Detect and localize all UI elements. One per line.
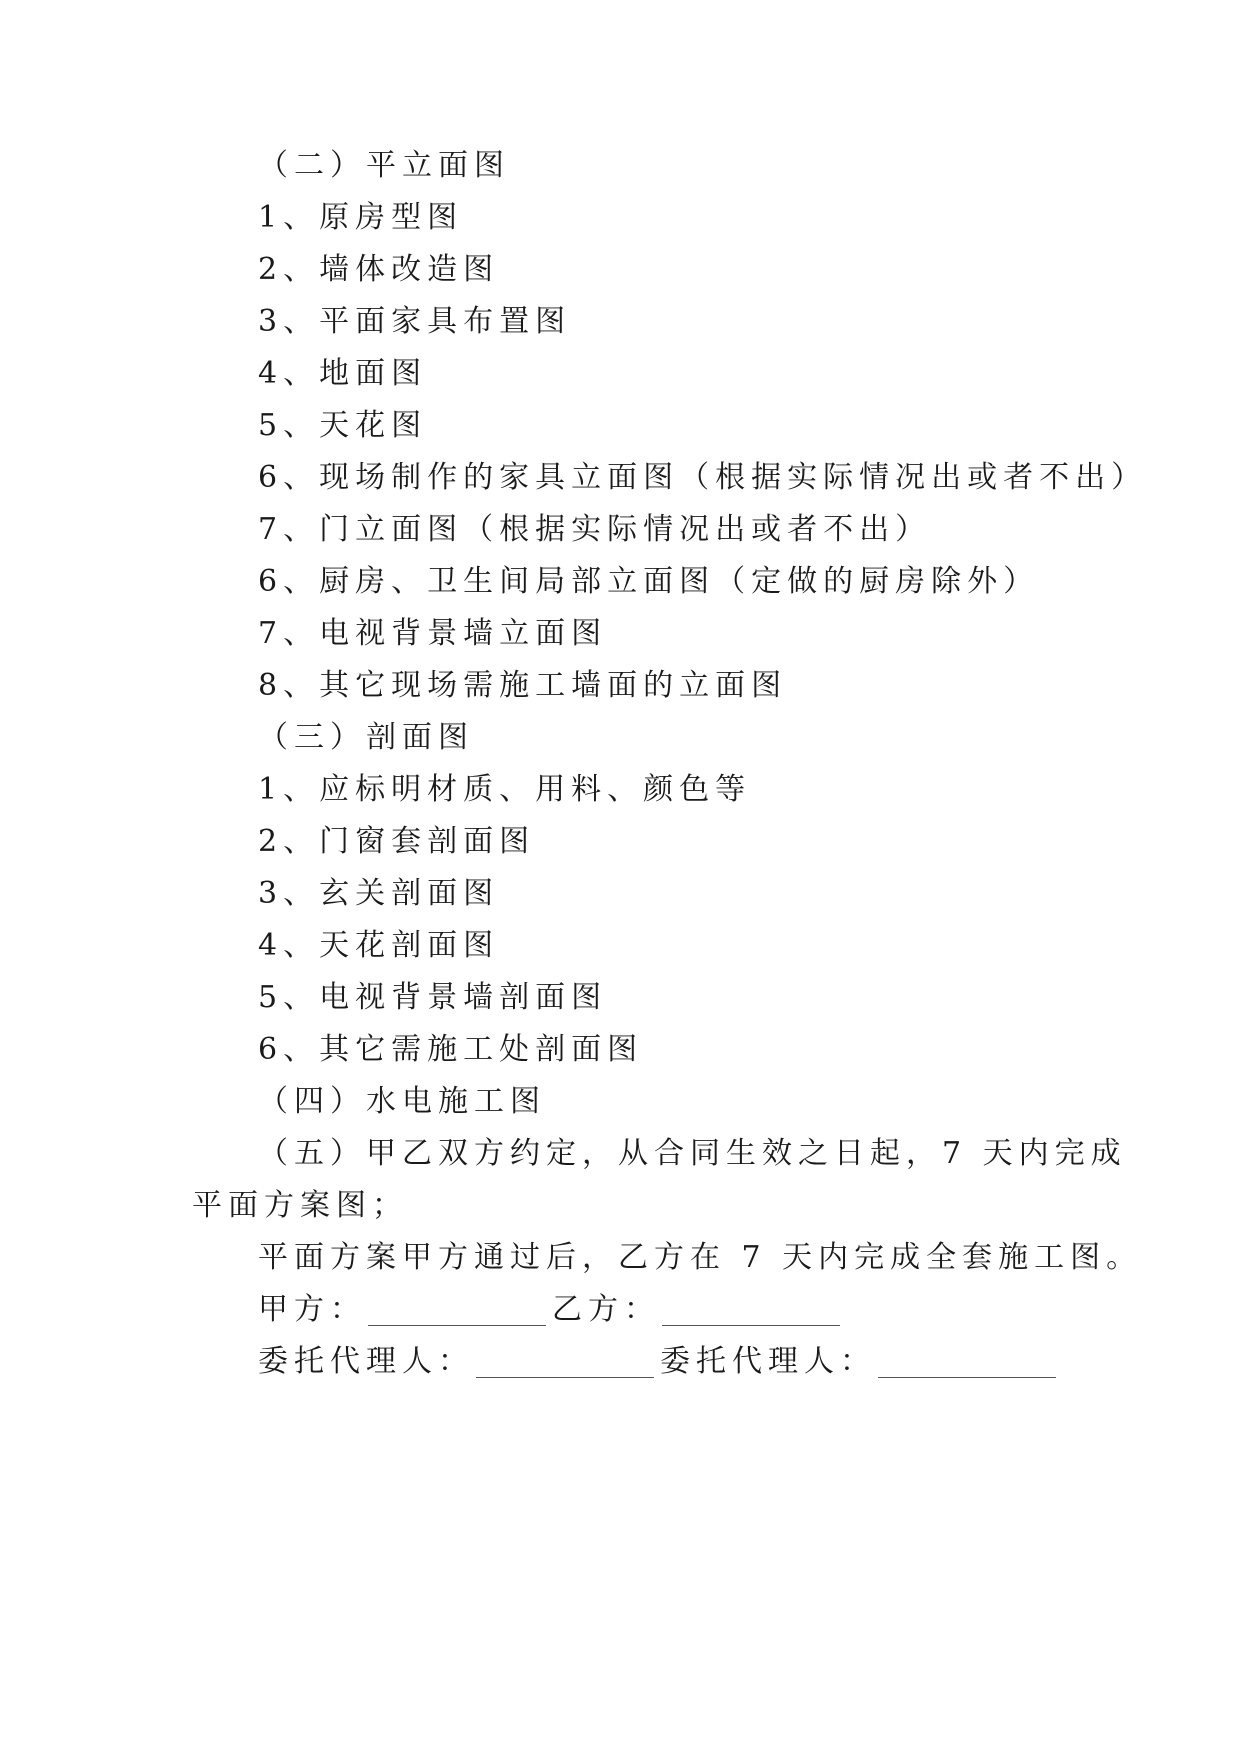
section-5-paragraph-cont: 平面方案图； — [192, 1188, 408, 1223]
list-item: 4、地面图 — [258, 356, 428, 391]
signature-row-agents — [258, 1342, 1062, 1382]
list-item: 4、天花剖面图 — [258, 928, 500, 963]
list-item: 7、电视背景墙立面图 — [258, 616, 608, 651]
list-item: 1、原房型图 — [258, 200, 464, 235]
section-4-title: （四）水电施工图 — [258, 1084, 546, 1119]
party-a-label: 甲方： — [258, 1292, 366, 1327]
list-item: 5、电视背景墙剖面图 — [258, 980, 608, 1015]
agent-b-blank[interactable] — [878, 1347, 1056, 1378]
list-item: 3、平面家具布置图 — [258, 304, 572, 339]
list-item: 6、厨房、卫生间局部立面图（定做的厨房除外） — [258, 564, 1040, 599]
party-a-blank[interactable] — [368, 1295, 546, 1326]
list-item: 6、其它需施工处剖面图 — [258, 1032, 644, 1067]
list-item: 2、门窗套剖面图 — [258, 824, 536, 859]
list-item: 3、玄关剖面图 — [258, 876, 500, 911]
section-5-paragraph: （五）甲乙双方约定，从合同生效之日起，7 天内完成 — [258, 1136, 1127, 1171]
section-2-title: （二）平立面图 — [258, 148, 510, 183]
list-item: 5、天花图 — [258, 408, 428, 443]
agent-a-label: 委托代理人： — [258, 1344, 474, 1379]
agent-b-label: 委托代理人： — [660, 1344, 876, 1379]
section-5-note: 平面方案甲方通过后，乙方在 7 天内完成全套施工图。 — [258, 1240, 1143, 1275]
party-b-blank[interactable] — [662, 1295, 840, 1326]
list-item: 1、应标明材质、用料、颜色等 — [258, 772, 752, 807]
list-item: 7、门立面图（根据实际情况出或者不出） — [258, 512, 932, 547]
list-item: 2、墙体改造图 — [258, 252, 500, 287]
agent-a-blank[interactable] — [476, 1347, 654, 1378]
list-item: 6、现场制作的家具立面图（根据实际情况出或者不出） — [258, 460, 1148, 495]
section-3-title: （三）剖面图 — [258, 720, 474, 755]
signature-row-parties — [258, 1290, 846, 1330]
party-b-label: 乙方： — [552, 1292, 660, 1327]
list-item: 8、其它现场需施工墙面的立面图 — [258, 668, 788, 703]
